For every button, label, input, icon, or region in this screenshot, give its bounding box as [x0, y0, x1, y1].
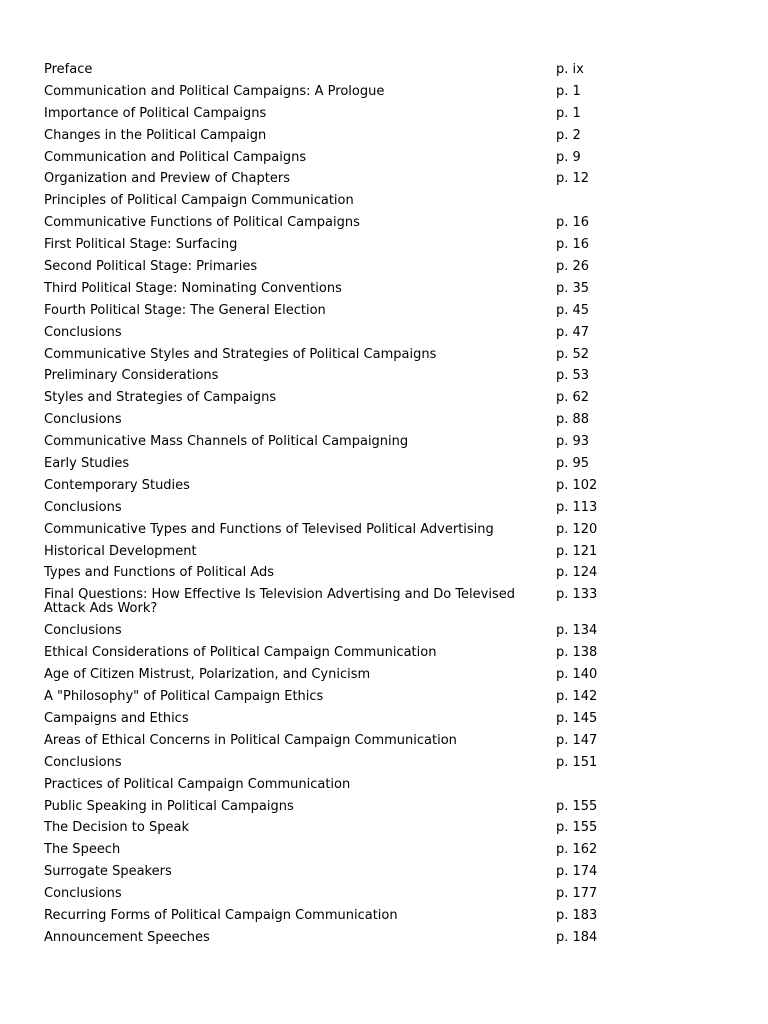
toc-entry-page: p. 45 [556, 302, 590, 318]
toc-entry[interactable] [44, 709, 724, 731]
toc-entry[interactable] [44, 148, 724, 170]
toc-entry[interactable] [44, 665, 724, 687]
toc-entry-page: p. 93 [556, 434, 590, 450]
toc-entry-title: Conclusions [44, 754, 122, 770]
toc-entry-title: Historical Development [44, 543, 197, 559]
toc-entry[interactable] [44, 563, 724, 585]
toc-entry-title: Fourth Political Stage: The General Election [44, 302, 326, 318]
toc-entry-page: p. 35 [556, 280, 590, 296]
toc-entry-page: p. 138 [556, 645, 598, 661]
toc-entry-page: p. 2 [556, 127, 581, 143]
toc-entry[interactable] [44, 60, 724, 82]
toc-entry-title: Early Studies [44, 456, 130, 472]
toc-entry-title: Areas of Ethical Concerns in Political Campaign Communication [44, 732, 457, 748]
toc-entry-title: First Political Stage: Surfacing [44, 237, 238, 253]
toc-entry[interactable] [44, 542, 724, 564]
toc-entry[interactable] [44, 213, 724, 235]
toc-entry[interactable] [44, 345, 724, 367]
toc-entry-title: Ethical Considerations of Political Campaign Communication [44, 645, 437, 661]
toc-entry[interactable] [44, 775, 724, 797]
toc-entry[interactable] [44, 366, 724, 388]
toc-entry[interactable] [44, 840, 724, 862]
toc-entry[interactable] [44, 643, 724, 665]
toc-entry-title: The Decision to Speak [44, 820, 189, 836]
toc-entry[interactable] [44, 862, 724, 884]
toc-entry-page: p. 53 [556, 368, 590, 384]
toc-entry[interactable] [44, 432, 724, 454]
toc-entry[interactable] [44, 818, 724, 840]
toc-entry-title: Changes in the Political Campaign [44, 127, 267, 143]
toc-entry[interactable] [44, 82, 724, 104]
toc-entry-title: Contemporary Studies [44, 477, 190, 493]
toc-entry-title: Third Political Stage: Nominating Conventions [44, 280, 342, 296]
toc-entry-page: p. 145 [556, 710, 598, 726]
toc-entry-title: Preface [44, 62, 93, 77]
toc-entry-title: Communicative Types and Functions of Televised Political Advertising [44, 521, 494, 537]
toc-entry[interactable] [44, 520, 724, 542]
toc-entry-page: p. 113 [556, 499, 598, 515]
toc-entry-page: p. 177 [556, 886, 598, 902]
toc-entry[interactable] [44, 498, 724, 520]
toc-entry-page: p. 47 [556, 324, 590, 340]
table-of-contents [44, 60, 724, 950]
toc-entry-page: p. 52 [556, 346, 590, 362]
toc-entry[interactable] [44, 906, 724, 928]
toc-entry-page: p. 151 [556, 754, 598, 770]
toc-entry[interactable] [44, 410, 724, 432]
toc-entry-page: p. 142 [556, 689, 598, 705]
toc-entry[interactable] [44, 169, 724, 191]
toc-entry-page: p. 124 [556, 565, 598, 581]
toc-entry-page: p. 162 [556, 842, 598, 858]
toc-entry-page: p. 95 [556, 456, 590, 472]
toc-entry-title: A "Philosophy" of Political Campaign Ethics [44, 689, 324, 705]
toc-entry[interactable] [44, 585, 724, 621]
toc-entry-title: Organization and Preview of Chapters [44, 171, 290, 187]
toc-entry-page: p. 9 [556, 149, 581, 165]
toc-entry-page: p. 147 [556, 732, 598, 748]
toc-entry-page: p. 183 [556, 907, 598, 923]
toc-entry-title: Styles and Strategies of Campaigns [44, 390, 277, 406]
toc-entry-title: Conclusions [44, 499, 122, 515]
toc-entry-title: Practices of Political Campaign Communication [44, 776, 351, 792]
toc-entry[interactable] [44, 301, 724, 323]
toc-entry[interactable] [44, 884, 724, 906]
toc-entry-page: p. 155 [556, 798, 598, 814]
toc-entry-page: p. 184 [556, 929, 598, 945]
toc-entry[interactable] [44, 928, 724, 950]
toc-entry-page: p. 134 [556, 623, 598, 639]
toc-entry-title: Announcement Speeches [44, 929, 210, 945]
toc-entry-page: p. 1 [556, 83, 581, 99]
toc-entry-page: p. 12 [556, 171, 590, 187]
toc-entry-page: p. 174 [556, 864, 598, 880]
toc-entry-page: p. 121 [556, 543, 598, 559]
toc-entry[interactable] [44, 235, 724, 257]
toc-entry-title: Principles of Political Campaign Communication [44, 193, 354, 209]
toc-entry[interactable] [44, 731, 724, 753]
toc-entry[interactable] [44, 621, 724, 643]
toc-entry-title: Communicative Mass Channels of Political Campaigning [44, 434, 409, 450]
toc-entry-title: Age of Citizen Mistrust, Polarization, and Cynicism [44, 667, 371, 683]
toc-entry[interactable] [44, 476, 724, 498]
toc-entry[interactable] [44, 388, 724, 410]
toc-entry-title: Importance of Political Campaigns [44, 105, 267, 121]
toc-entry-title: Campaigns and Ethics [44, 710, 189, 726]
toc-entry-title: Second Political Stage: Primaries [44, 259, 258, 275]
toc-entry-title: The Speech [44, 842, 121, 858]
toc-entry-title: Surrogate Speakers [44, 864, 172, 880]
toc-entry[interactable] [44, 257, 724, 279]
toc-entry[interactable] [44, 279, 724, 301]
toc-entry[interactable] [44, 323, 724, 345]
toc-entry-title: Recurring Forms of Political Campaign Communication [44, 907, 398, 923]
toc-entry-title: Conclusions [44, 324, 122, 340]
toc-entry-page: p. 120 [556, 521, 598, 537]
toc-entry-page: p. 102 [556, 477, 598, 493]
toc-entry-title: Communicative Styles and Strategies of Political Campaigns [44, 346, 437, 362]
toc-entry[interactable] [44, 454, 724, 476]
toc-entry-title: Conclusions [44, 623, 122, 639]
toc-entry[interactable] [44, 104, 724, 126]
toc-entry-title: Final Questions: How Effective Is Television Advertising and Do Televised Attack Ads Work? [44, 587, 515, 617]
toc-entry-title: Public Speaking in Political Campaigns [44, 798, 294, 814]
toc-entry-page: p. 62 [556, 390, 590, 406]
toc-entry-page: p. 26 [556, 259, 590, 275]
toc-entry-page: p. 155 [556, 820, 598, 836]
toc-entry-page: p. ix [556, 62, 584, 77]
toc-entry-title: Communication and Political Campaigns [44, 149, 307, 165]
toc-entry-title: Communication and Political Campaigns: A Prologue [44, 83, 385, 99]
toc-entry-title: Conclusions [44, 412, 122, 428]
toc-entry[interactable] [44, 687, 724, 709]
toc-entry-page: p. 140 [556, 667, 598, 683]
toc-entry-page: p. 16 [556, 237, 590, 253]
toc-entry[interactable] [44, 797, 724, 819]
toc-entry-page: p. 1 [556, 105, 581, 121]
toc-entry-page: p. 133 [556, 587, 598, 603]
toc-entry-title: Communicative Functions of Political Campaigns [44, 215, 360, 231]
toc-entry[interactable] [44, 191, 724, 213]
toc-entry-page: p. 16 [556, 215, 590, 231]
toc-entry-title: Preliminary Considerations [44, 368, 219, 384]
toc-entry-title: Conclusions [44, 886, 122, 902]
toc-entry-title: Types and Functions of Political Ads [44, 565, 275, 581]
toc-entry[interactable] [44, 126, 724, 148]
toc-entry-page: p. 88 [556, 412, 590, 428]
toc-entry[interactable] [44, 753, 724, 775]
